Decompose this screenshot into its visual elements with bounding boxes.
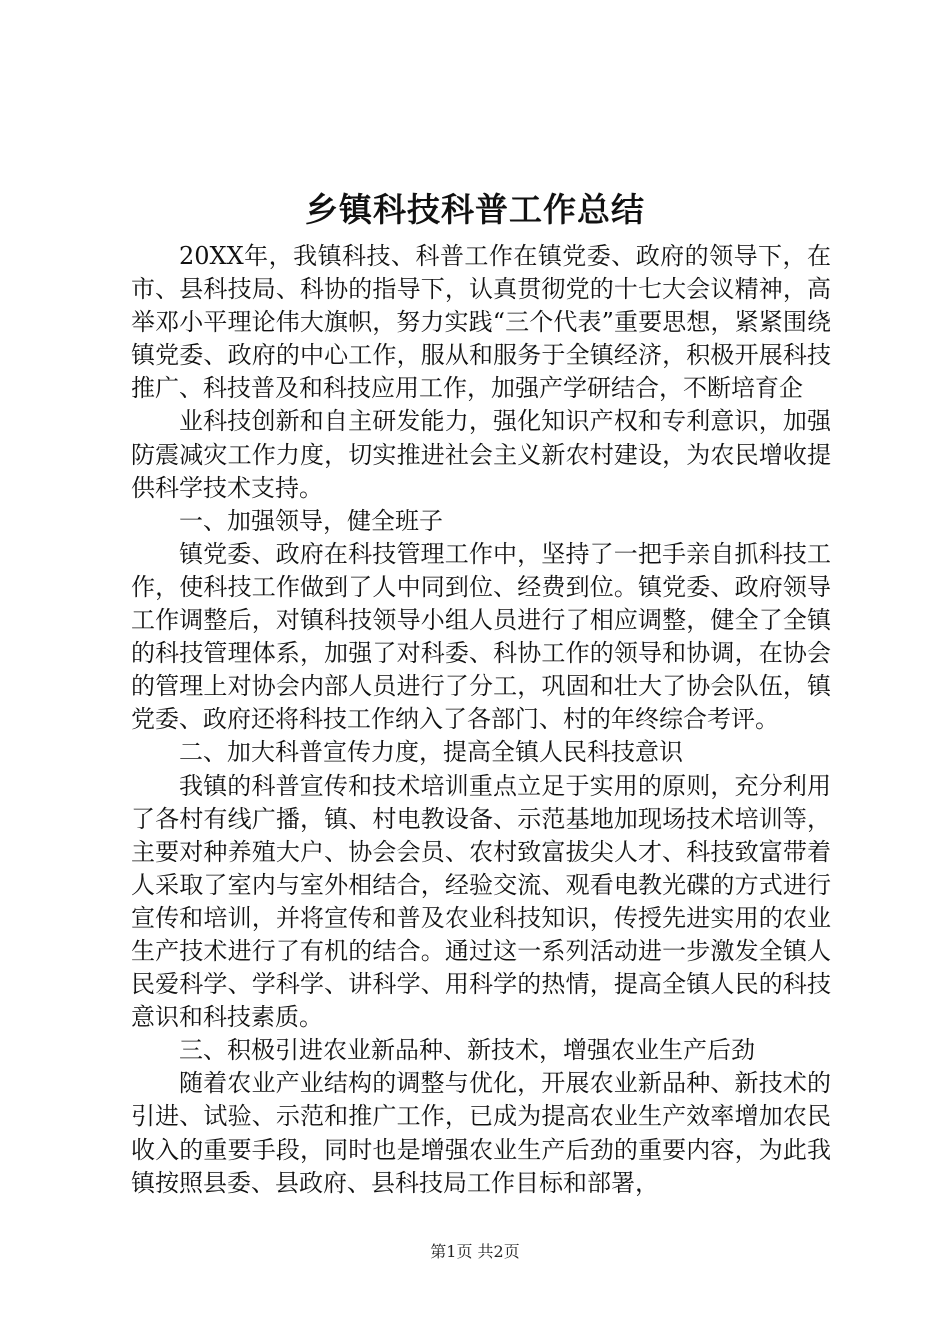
document-title: 乡镇科技科普工作总结 [305,190,645,229]
section-heading-1: 一、加强领导，健全班子 [179,506,443,535]
paragraph-intro-continued: 业科技创新和自主研发能力，强化知识产权和专利意识，加强防震减灾工作力度，切实推进社会主义新农村建设，为农民增收提供科学技术支持。 [131,407,831,502]
section-heading-3: 三、积极引进农业新品种、新技术，增强农业生产后劲 [179,1036,755,1065]
paragraph-section-2: 我镇的科普宣传和技术培训重点立足于实用的原则，充分利用了各村有线广播，镇、村电教设备、示范基地加现场技术培训等，主要对种养殖大户、协会会员、农村致富拔尖人才、科技致富带着人采取了室内与室外相结合，经验交流、观看电教光碟的方式进行宣传和培训，并将宣传和普及农业科技知识，传授先进实用的农业生产技术进行了有机的结合。通过这一系列活动进一步激发全镇人民爱科学、学科学、讲科学、用科学的热情，提高全镇人民的科技意识和科技素质。 [131,771,831,1032]
section-heading-2: 二、加大科普宣传力度，提高全镇人民科技意识 [179,738,683,767]
paragraph-section-1: 镇党委、政府在科技管理工作中，坚持了一把手亲自抓科技工作，使科技工作做到了人中同到位、经费到位。镇党委、政府领导工作调整后，对镇科技领导小组人员进行了相应调整，健全了全镇的科技管理体系，加强了对科委、科协工作的领导和协调，在协会的管理上对协会内部人员进行了分工，巩固和壮大了协会队伍，镇党委、政府还将科技工作纳入了各部门、村的年终综合考评。 [131,539,831,734]
page-number-footer: 第1页 共2页 [430,1242,520,1261]
paragraph-intro: 20XX年，我镇科技、科普工作在镇党委、政府的领导下，在市、县科技局、科协的指导下，认真贯彻党的十七大会议精神，高举邓小平理论伟大旗帜，努力实践“三个代表”重要思想，紧紧围绕镇党委、政府的中心工作，服从和服务于全镇经济，积极开展科技推广、科技普及和科技应用工作，加强产学研结合，不断培育企 [131,242,831,403]
paragraph-section-3: 随着农业产业结构的调整与优化，开展农业新品种、新技术的引进、试验、示范和推广工作，已成为提高农业生产效率增加农民收入的重要手段，同时也是增强农业生产后劲的重要内容，为此我镇按照县委、县政府、县科技局工作目标和部署， [131,1069,831,1197]
document-body [131,240,831,1200]
